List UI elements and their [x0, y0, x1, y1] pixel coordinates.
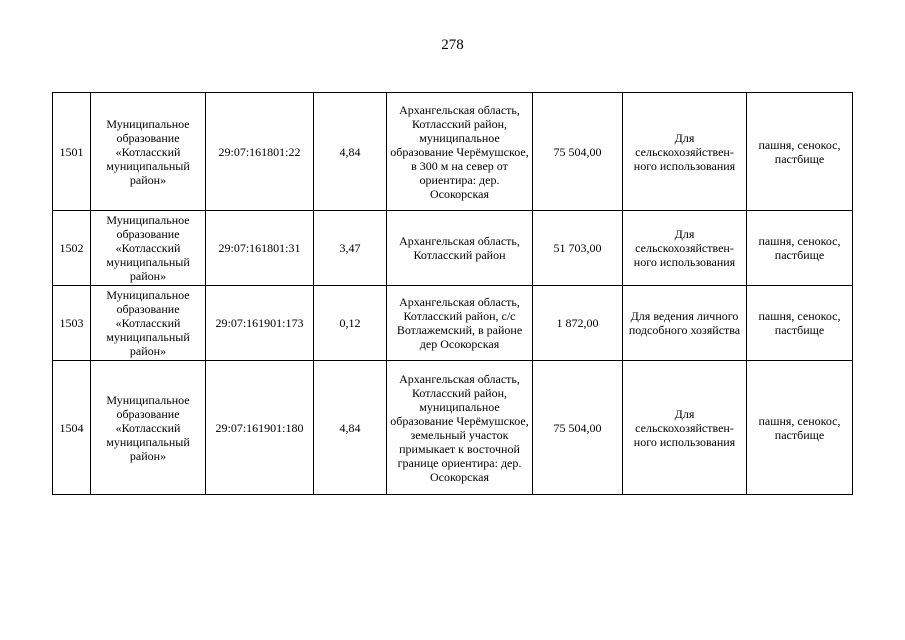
page-number: 278: [441, 37, 464, 53]
cell-value: 1 872,00: [533, 286, 623, 361]
cell-address: Архангельская область, Котласский район, муниципальное образование Черёмушское, земельный участок примыкает к восточной границе ориентира: дер. Осокорская: [387, 361, 533, 495]
cell-category: Для сельскохозяйствен-ного использования: [623, 211, 747, 286]
cell-cadastral-number: 29:07:161801:31: [206, 211, 314, 286]
cell-address: Архангельская область, Котласский район, с/с Вотлажемский, в районе дер Осокорская: [387, 286, 533, 361]
cell-owner: Муниципальное образование «Котласский муниципальный район»: [91, 211, 206, 286]
cell-area: 4,84: [314, 93, 387, 211]
cell-number: 1504: [53, 361, 91, 495]
cell-category: Для ведения личного подсобного хозяйства: [623, 286, 747, 361]
cell-address: Архангельская область, Котласский район: [387, 211, 533, 286]
land-registry-table: [52, 92, 853, 495]
cell-cadastral-number: 29:07:161801:22: [206, 93, 314, 211]
cell-number: 1503: [53, 286, 91, 361]
cell-category: Для сельскохозяйствен-ного использования: [623, 93, 747, 211]
cell-area: 4,84: [314, 361, 387, 495]
cell-value: 75 504,00: [533, 361, 623, 495]
cell-usage: пашня, сенокос, пастбище: [747, 93, 853, 211]
cell-address: Архангельская область, Котласский район, муниципальное образование Черёмушское, в 300 м на север от ориентира: дер. Осокорская: [387, 93, 533, 211]
cell-owner: Муниципальное образование «Котласский муниципальный район»: [91, 286, 206, 361]
cell-value: 75 504,00: [533, 93, 623, 211]
table-row: [53, 286, 853, 361]
table-row: [53, 361, 853, 495]
table-row: [53, 93, 853, 211]
cell-usage: пашня, сенокос, пастбище: [747, 211, 853, 286]
cell-value: 51 703,00: [533, 211, 623, 286]
cell-cadastral-number: 29:07:161901:180: [206, 361, 314, 495]
cell-number: 1502: [53, 211, 91, 286]
cell-cadastral-number: 29:07:161901:173: [206, 286, 314, 361]
cell-category: Для сельскохозяйствен-ного использования: [623, 361, 747, 495]
table-row: [53, 211, 853, 286]
cell-owner: Муниципальное образование «Котласский муниципальный район»: [91, 361, 206, 495]
cell-area: 3,47: [314, 211, 387, 286]
cell-usage: пашня, сенокос, пастбище: [747, 361, 853, 495]
cell-area: 0,12: [314, 286, 387, 361]
cell-owner: Муниципальное образование «Котласский муниципальный район»: [91, 93, 206, 211]
cell-number: 1501: [53, 93, 91, 211]
cell-usage: пашня, сенокос, пастбище: [747, 286, 853, 361]
